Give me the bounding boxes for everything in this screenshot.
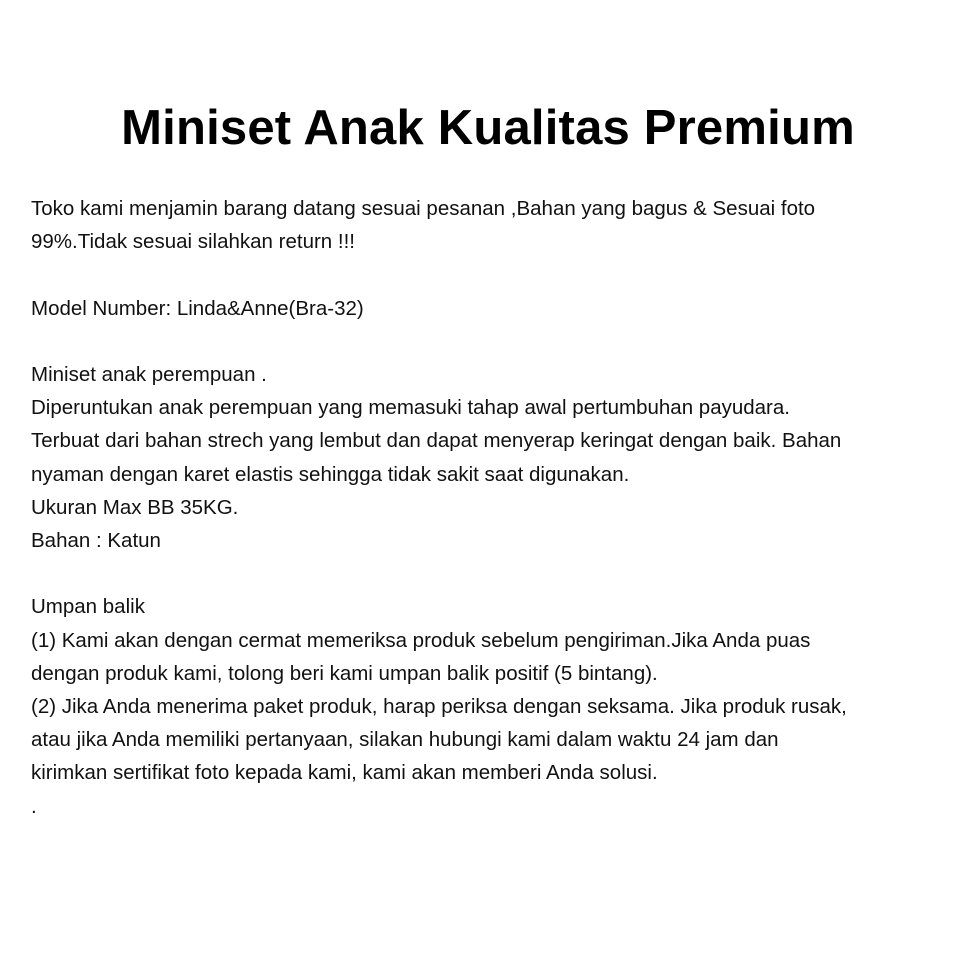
page-title: Miniset Anak Kualitas Premium (121, 101, 855, 155)
intro-line-2: 99%.Tidak sesuai silahkan return !!! (31, 230, 355, 254)
model-number: Model Number: Linda&Anne(Bra-32) (31, 296, 364, 320)
paragraph-gap (31, 258, 931, 291)
feedback-heading: Umpan balik (31, 595, 145, 619)
feedback-line-4: atau jika Anda memiliki pertanyaan, silakan hubungi kami dalam waktu 24 jam dan (31, 728, 779, 752)
material-info: Bahan : Katun (31, 529, 161, 552)
description-line-3: Terbuat dari bahan strech yang lembut dan dapat menyerap keringat dengan baik. Bahan (31, 429, 842, 453)
paragraph-gap (31, 557, 931, 590)
feedback-line-2: dengan produk kami, tolong beri kami umpan balik positif (5 bintang). (31, 661, 658, 685)
description-line-4: nyaman dengan karet elastis sehingga tidak sakit saat digunakan. (31, 462, 630, 486)
paragraph-gap (31, 325, 931, 358)
feedback-line-3: (2) Jika Anda menerima paket produk, harap periksa dengan seksama. Jika produk rusak, (31, 695, 847, 718)
feedback-line-1: (1) Kami akan dengan cermat memeriksa produk sebelum pengiriman.Jika Anda puas (31, 628, 811, 652)
description-line-2: Diperuntukan anak perempuan yang memasuki tahap awal pertumbuhan payudara. (31, 396, 790, 420)
description-line-1: Miniset anak perempuan . (31, 362, 267, 386)
description-body (31, 192, 931, 823)
feedback-line-5: kirimkan sertifikat foto kepada kami, kami akan memberi Anda solusi. (31, 761, 658, 785)
size-info: Ukuran Max BB 35KG. (31, 495, 239, 519)
trailing-dot: . (31, 794, 37, 818)
intro-line-1: Toko kami menjamin barang datang sesuai pesanan ,Bahan yang bagus & Sesuai foto (31, 197, 816, 220)
